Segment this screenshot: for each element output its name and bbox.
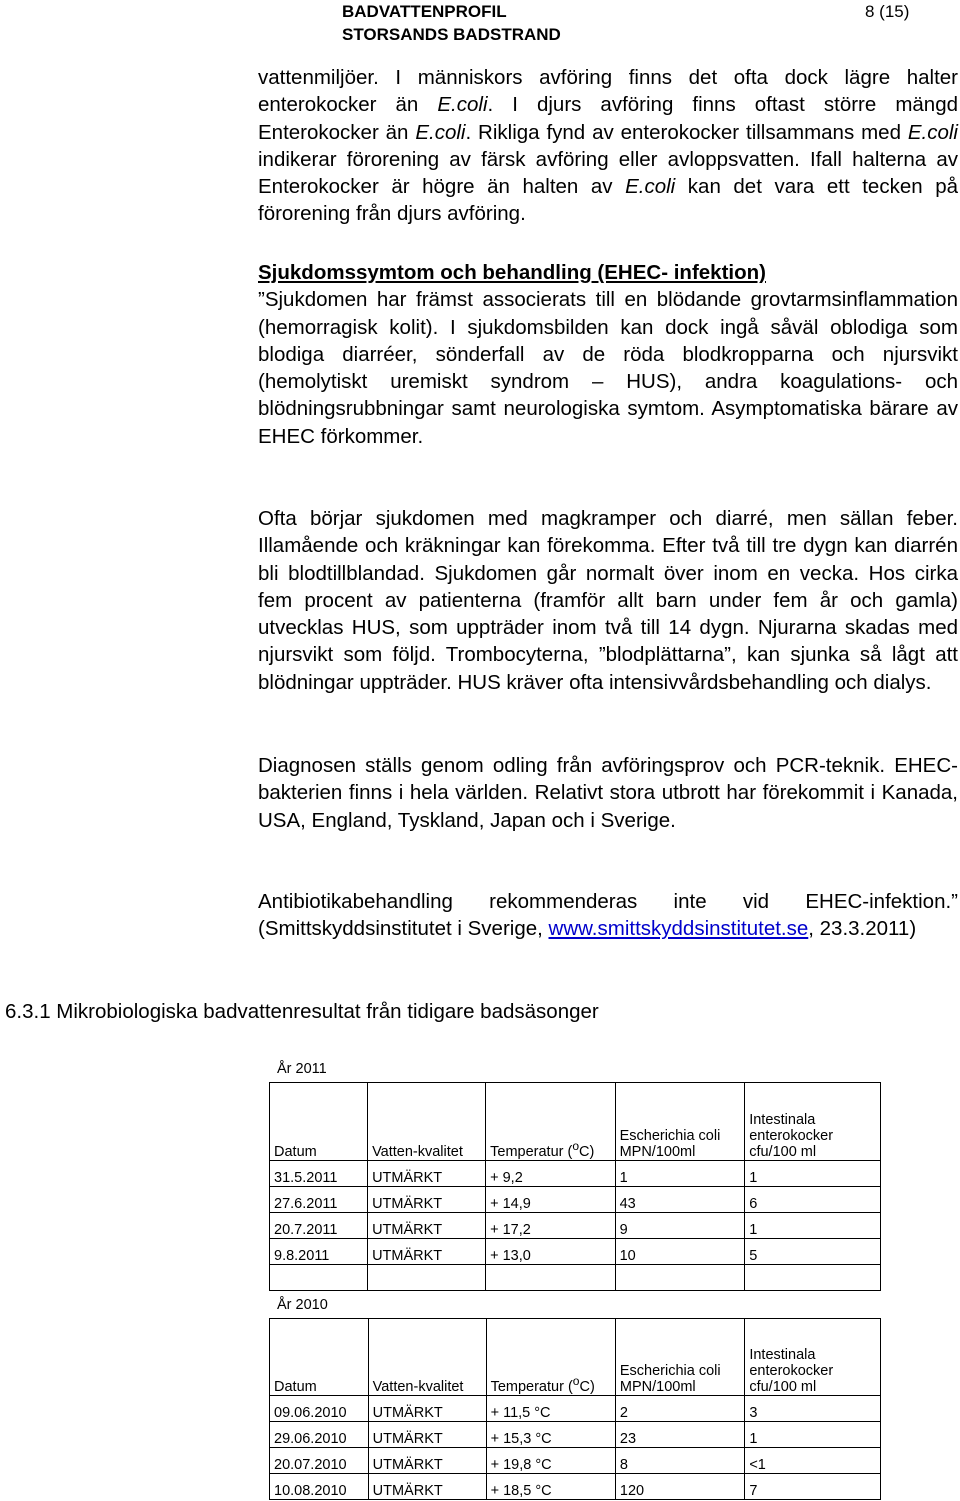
table-row: [270, 1422, 881, 1448]
header-ent-line2: enterokocker: [749, 1128, 834, 1144]
cell-temp: + 15,3 °C: [486, 1422, 615, 1448]
cell-temp: + 14,9: [486, 1187, 615, 1213]
cell-quality: UTMÄRKT: [368, 1239, 486, 1265]
empty-cell: [486, 1265, 615, 1291]
table-header-row: [270, 1319, 881, 1396]
cell-ent: 1: [745, 1213, 881, 1239]
empty-cell: [615, 1265, 745, 1291]
cell-ent: 6: [745, 1187, 881, 1213]
header-ecoli-unit: MPN/100ml: [619, 1379, 696, 1395]
species-ecoli: E.coli: [625, 175, 676, 199]
header-enterococci: [745, 1083, 881, 1161]
intro-text: indikerar förorening av färsk avföring eller avloppsvatten. Ifall halterna av Enterokocker är högre än halten av: [258, 147, 958, 199]
header-ecoli: [615, 1319, 744, 1396]
intro-paragraph: [258, 64, 958, 228]
cell-ecoli: 10: [615, 1239, 745, 1265]
empty-cell: [368, 1265, 486, 1291]
cell-ent: <1: [745, 1448, 881, 1474]
table-row: [270, 1448, 881, 1474]
ehec-paragraph-2: Ofta börjar sjukdomen med magkramper och diarré, men sällan feber. Illamående och kräkningar kan förekomma. Efter två till tre dygn kan diarrén bli blodtillblandad. Sjukdomen går normalt över inom en vecka. Hos cirka fem procent av patienterna (framför allt barn under fem år och gamla) utvecklas HUS, som uppträder inom två till 14 dygn. Njurarna skadas med njursvikt som följd. Trombocyterna, ”blodplättarna”, kan sjunka så lågt att blödningar uppträder. HUS kräver ofta intensivvårdsbehandling och dialys.: [258, 507, 958, 694]
table-row: [270, 1396, 881, 1422]
table-2010-caption: År 2010: [277, 1297, 328, 1313]
header-quality: Vatten-kvalitet: [368, 1083, 486, 1161]
degree-sup: o: [572, 1139, 580, 1154]
cell-date: 29.06.2010: [270, 1422, 369, 1448]
header-date: Datum: [270, 1319, 369, 1396]
cell-temp: + 9,2: [486, 1161, 615, 1187]
header-ecoli-unit: MPN/100ml: [619, 1144, 696, 1160]
intro-text: vattenmiljöer. I människors avföring finns det ofta dock lägre halter enterokocker än: [258, 66, 958, 117]
cell-ecoli: 1: [615, 1161, 745, 1187]
ehec-paragraph-4: Antibiotikabehandling rekommenderas inte vid EHEC-infektion.” (Smittskyddsinstitutet i Sverige,: [258, 890, 958, 941]
cell-ent: 3: [745, 1396, 881, 1422]
cell-ecoli: 8: [615, 1448, 744, 1474]
header-ent-line3: cfu/100 ml: [749, 1144, 817, 1160]
header-ent-line3: cfu/100 ml: [749, 1379, 817, 1395]
cell-ecoli: 2: [615, 1396, 744, 1422]
cell-quality: UTMÄRKT: [368, 1422, 486, 1448]
cell-date: 20.7.2011: [270, 1213, 368, 1239]
table-row: [270, 1213, 881, 1239]
table-row: [270, 1474, 881, 1500]
page-number: 8 (15): [865, 2, 910, 21]
table-row: [270, 1187, 881, 1213]
header-quality: Vatten-kvalitet: [368, 1319, 486, 1396]
intro-text: . I djurs avföring finns oftast större mängd Enterokocker än: [258, 93, 958, 144]
cell-ent: 7: [745, 1474, 881, 1500]
header-ent-line1: Intestinala: [749, 1347, 816, 1363]
empty-cell: [270, 1265, 368, 1291]
cell-quality: UTMÄRKT: [368, 1213, 486, 1239]
header-temperature: [486, 1083, 615, 1161]
header-ent-line2: enterokocker: [749, 1363, 834, 1379]
cell-temp: + 19,8 °C: [486, 1448, 615, 1474]
cell-ent: 5: [745, 1239, 881, 1265]
empty-cell: [745, 1265, 881, 1291]
cell-quality: UTMÄRKT: [368, 1396, 486, 1422]
intro-text: kan det vara ett tecken på förorening från djurs avföring.: [258, 175, 958, 226]
header-date: Datum: [270, 1083, 368, 1161]
cell-date: 09.06.2010: [270, 1396, 369, 1422]
cell-quality: UTMÄRKT: [368, 1161, 486, 1187]
cell-temp: + 11,5 °C: [486, 1396, 615, 1422]
header-temperature: [486, 1319, 615, 1396]
header-enterococci: [745, 1319, 881, 1396]
document-header: [342, 0, 561, 46]
cell-quality: UTMÄRKT: [368, 1187, 486, 1213]
ehec-heading: Sjukdomssymtom och behandling (EHEC- infektion): [258, 261, 766, 284]
table-empty-row: [270, 1265, 881, 1291]
cell-ent: 1: [745, 1161, 881, 1187]
cell-quality: UTMÄRKT: [368, 1474, 486, 1500]
results-table-2010: [269, 1318, 881, 1500]
cell-date: 20.07.2010: [270, 1448, 369, 1474]
cell-date: 10.08.2010: [270, 1474, 369, 1500]
ehec-paragraph-3-block: [258, 752, 958, 834]
cell-ecoli: 9: [615, 1213, 745, 1239]
section-title: 6.3.1 Mikrobiologiska badvattenresultat från tidigare badsäsonger: [5, 1000, 599, 1023]
header-title-line2: STORSANDS BADSTRAND: [342, 25, 561, 44]
ehec-paragraph-1: ”Sjukdomen har främst associerats till en blödande grovtarmsinflammation (hemorragisk kolit). I sjukdomsbilden kan dock ingå såväl oblodiga som blodiga diarréer, sönderfall av de röda blodkropparna och njursvikt (hemolytiskt uremiskt syndrom – HUS), andra koagulations- och blödningsrubbningar samt neurologiska symtom. Asymptomatiska bärare av EHEC förkommer.: [258, 288, 958, 448]
cell-ecoli: 23: [615, 1422, 744, 1448]
species-ecoli: E.coli: [437, 93, 488, 117]
cell-temp: + 17,2: [486, 1213, 615, 1239]
ehec-paragraph-2-block: [258, 505, 958, 696]
ehec-section: [258, 259, 958, 450]
table-2011-caption: År 2011: [277, 1061, 327, 1077]
cell-ent: 1: [745, 1422, 881, 1448]
header-temp-unit: C): [579, 1144, 595, 1160]
ehec-paragraph-4-block: [258, 888, 958, 943]
table-header-row: [270, 1083, 881, 1161]
header-title-line1: BADVATTENPROFIL: [342, 2, 507, 21]
results-table-2011: [269, 1082, 881, 1291]
degree-sup: o: [572, 1374, 580, 1389]
cell-ecoli: 120: [615, 1474, 744, 1500]
header-ecoli-label: Escherichia coli: [619, 1128, 721, 1144]
source-link[interactable]: www.smittskyddsinstitutet.se: [548, 917, 809, 941]
cell-quality: UTMÄRKT: [368, 1448, 486, 1474]
ehec-paragraph-3: Diagnosen ställs genom odling från avföringsprov och PCR-teknik. EHEC-bakterien finns i hela världen. Relativt stora utbrott har förekommit i Kanada, USA, England, Tyskland, Japan och i Sverige.: [258, 754, 958, 832]
header-temp-label: Temperatur (: [490, 1144, 573, 1160]
intro-text: . Rikliga fynd av enterokocker tillsammans med: [465, 120, 908, 144]
ehec-paragraph-4-end: , 23.3.2011): [808, 917, 917, 941]
header-temp-label: Temperatur (: [490, 1379, 573, 1395]
cell-temp: + 18,5 °C: [486, 1474, 615, 1500]
cell-ecoli: 43: [615, 1187, 745, 1213]
header-ent-line1: Intestinala: [749, 1112, 816, 1128]
table-row: [270, 1239, 881, 1265]
cell-date: 9.8.2011: [270, 1239, 368, 1265]
table-row: [270, 1161, 881, 1187]
cell-date: 31.5.2011: [270, 1161, 368, 1187]
species-ecoli: E.coli: [415, 120, 466, 144]
header-temp-unit: C): [579, 1379, 595, 1395]
header-ecoli: [615, 1083, 745, 1161]
cell-temp: + 13,0: [486, 1239, 615, 1265]
header-ecoli-label: Escherichia coli: [619, 1363, 721, 1379]
cell-date: 27.6.2011: [270, 1187, 368, 1213]
species-ecoli: E.coli: [907, 120, 958, 144]
